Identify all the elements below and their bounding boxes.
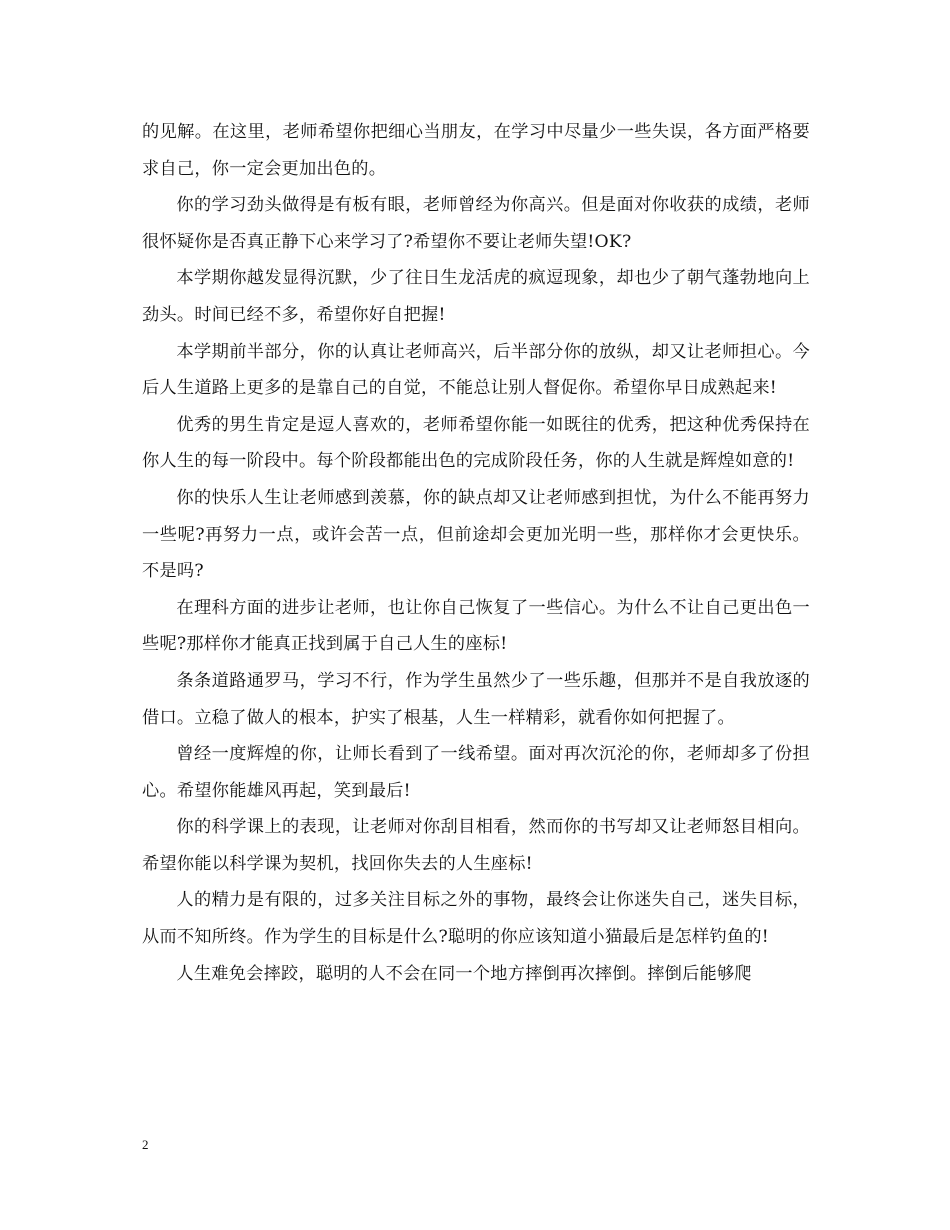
page-number: 2: [142, 1137, 149, 1152]
paragraph-11: 人的精力是有限的，过多关注目标之外的事物，最终会让你迷失自己，迷失目标，从而不知所终。作为学生的目标是什么?聪明的你应该知道小猫最后是怎样钓鱼的!: [142, 890, 810, 948]
paragraph-1: 的见解。在这里，老师希望你把细心当朋友，在学习中尽量少一些失误，各方面严格要求自己，你一定会更加出色的。: [142, 122, 810, 179]
document-body: [142, 114, 810, 992]
paragraph-5: 优秀的男生肯定是逗人喜欢的，老师希望你能一如既往的优秀，把这种优秀保持在你人生的每一阶段中。每个阶段都能出色的完成阶段任务，你的人生就是辉煌如意的!: [142, 414, 810, 472]
paragraph-6: 你的快乐人生让老师感到羡慕，你的缺点却又让老师感到担忧，为什么不能再努力一些呢?再努力一点，或许会苦一点，但前途却会更加光明一些，那样你才会更快乐。不是吗?: [142, 487, 810, 582]
paragraph-8: 条条道路通罗马，学习不行，作为学生虽然少了一些乐趣，但那并不是自我放逐的借口。立稳了做人的根本，护实了根基，人生一样精彩，就看你如何把握了。: [142, 670, 810, 728]
paragraph-7: 在理科方面的进步让老师，也让你自己恢复了一些信心。为什么不让自己更出色一些呢?那样你才能真正找到属于自己人生的座标!: [142, 597, 810, 655]
paragraph-12: 人生难免会摔跤，聪明的人不会在同一个地方摔倒再次摔倒。摔倒后能够爬: [176, 963, 752, 984]
paragraph-3: 本学期你越发显得沉默，少了往日生龙活虎的疯逗现象，却也少了朝气蓬勃地向上劲头。时间已经不多，希望你好自把握!: [142, 268, 810, 325]
paragraph-9: 曾经一度辉煌的你，让师长看到了一线希望。面对再次沉沦的你，老师却多了份担心。希望你能雄风再起，笑到最后!: [142, 744, 810, 801]
paragraph-2: 你的学习劲头做得是有板有眼，老师曾经为你高兴。但是面对你收获的成绩，老师很怀疑你是否真正静下心来学习了?希望你不要让老师失望!OK?: [142, 195, 810, 252]
paragraph-4: 本学期前半部分，你的认真让老师高兴，后半部分你的放纵，却又让老师担心。今后人生道路上更多的是靠自己的自觉，不能总让别人督促你。希望你早日成熟起来!: [142, 341, 810, 399]
paragraph-10: 你的科学课上的表现，让老师对你刮目相看，然而你的书写却又让老师怒目相向。希望你能以科学课为契机，找回你失去的人生座标!: [142, 817, 810, 874]
